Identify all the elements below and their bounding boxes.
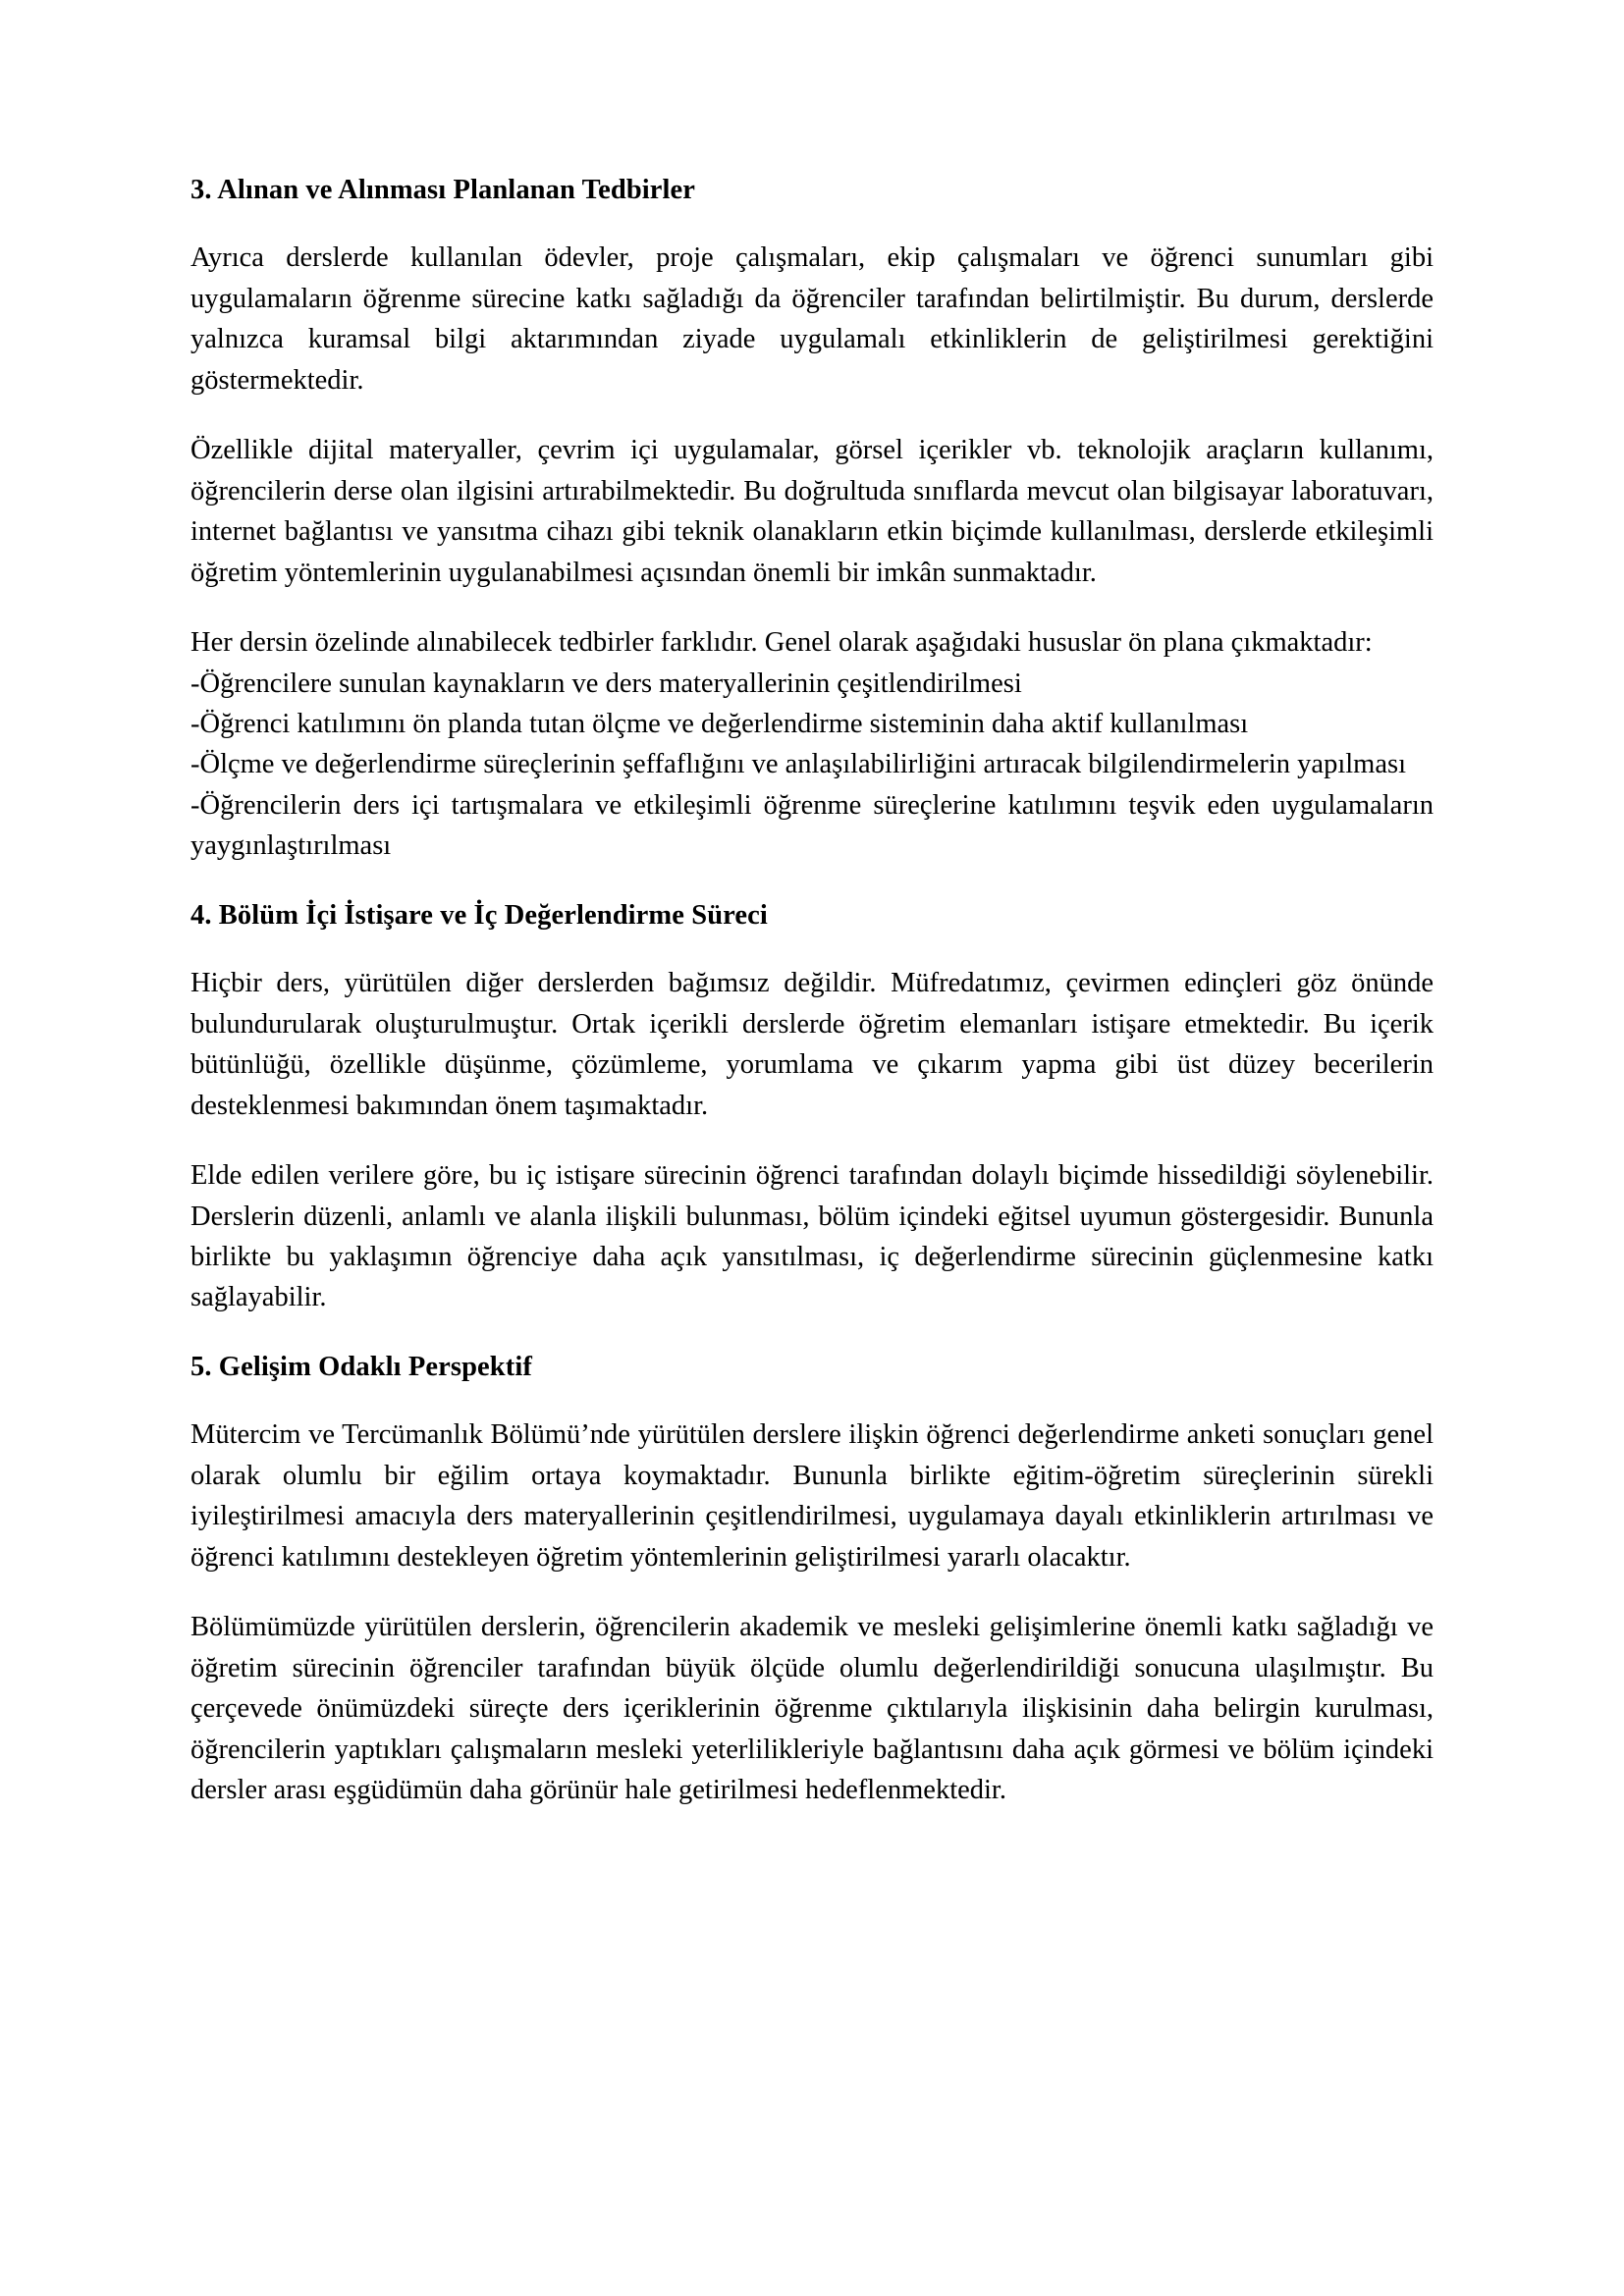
spacer <box>190 208 1434 238</box>
document-content <box>190 173 1434 1810</box>
spacer <box>190 1126 1434 1155</box>
section-heading-3: 3. Alınan ve Alınması Planlanan Tedbirler <box>190 175 696 205</box>
list-item: -Ölçme ve değerlendirme süreçlerinin şeffaflığını ve anlaşılabilirliğini artıracak bilgilendirmelerin yapılması <box>190 749 1406 780</box>
list-item: -Öğrenci katılımını ön planda tutan ölçme ve değerlendirme sisteminin daha aktif kullanılması <box>190 709 1249 739</box>
spacer <box>190 1577 1434 1607</box>
section-heading-5: 5. Gelişim Odaklı Perspektif <box>190 1351 532 1382</box>
paragraph: Mütercim ve Tercümanlık Bölümü’nde yürütülen derslere ilişkin öğrenci değerlendirme anketi sonuçları genel olarak olumlu bir eğilim ortaya koymaktadır. Bununla birlikte eğitim-öğretim süreçlerinin sürekli iyileştirilmesi amacıyla ders materyallerinin çeşitlendirilmesi, uygulamaya dayalı etkinliklerin artırılması ve öğrenci katılımını destekleyen öğretim yöntemlerinin geliştirilmesi yararlı olacaktır. <box>190 1419 1434 1573</box>
spacer <box>190 1385 1434 1415</box>
section-heading-4: 4. Bölüm İçi İstişare ve İç Değerlendirme Süreci <box>190 899 768 931</box>
paragraph: Özellikle dijital materyaller, çevrim içi uygulamalar, görsel içerikler vb. teknolojik araçların kullanımı, öğrencilerin derse olan ilgisini artırabilmektedir. Bu doğrultuda sınıflarda mevcut olan bilgisayar laboratuvarı, internet bağlantısı ve yansıtma cihazı gibi teknik olanakların etkin biçimde kullanılması, derslerde etkileşimli öğretim yöntemlerinin uygulanabilmesi açısından önemli bir imkân sunmaktadır. <box>190 435 1434 588</box>
spacer <box>190 400 1434 430</box>
paragraph: Elde edilen verilere göre, bu iç istişare sürecinin öğrenci tarafından dolaylı biçimde hissedildiği söylenebilir. Derslerin düzenli, anlamlı ve alanla ilişkili bulunması, bölüm içindeki eğitsel uyumun göstergesidir. Bununla birlikte bu yaklaşımın öğrenciye daha açık yansıtılması, iç değerlendirme sürecinin güçlenmesine katkı sağlayabilir. <box>190 1160 1434 1313</box>
spacer <box>190 934 1434 963</box>
paragraph: Her dersin özelinde alınabilecek tedbirler farklıdır. Genel olarak aşağıdaki hususlar ön plana çıkmaktadır: <box>190 627 1373 659</box>
spacer <box>190 867 1434 898</box>
paragraph: Hiçbir ders, yürütülen diğer derslerden bağımsız değildir. Müfredatımız, çevirmen edinçleri göz önünde bulundurularak oluşturulmuştur. Ortak içerikli derslerde öğretim elemanları istişare etmektedir. Bu içerik bütünlüğü, özellikle düşünme, çözümleme, yorumlama ve çıkarım yapma gibi üst düzey becerilerin desteklenmesi bakımından önem taşımaktadır. <box>190 968 1434 1121</box>
spacer <box>190 1318 1434 1350</box>
measures-list <box>190 664 1434 867</box>
list-item: -Öğrencilerin ders içi tartışmalara ve etkileşimli öğrenme süreçlerine katılımını teşvik eden uygulamaların yaygınlaştırılması <box>190 789 1434 862</box>
paragraph: Bölümümüzde yürütülen derslerin, öğrencilerin akademik ve mesleki gelişimlerine önemli katkı sağladığı ve öğretim sürecinin öğrenciler tarafından büyük ölçüde olumlu değerlendirildiği sonucuna ulaşılmıştır. Bu çerçevede önümüzdeki süreçte ders içeriklerinin öğrenme çıktılarıyla ilişkisinin daha belirgin kurulması, öğrencilerin yaptıkları çalışmaların mesleki yeterlilikleriyle bağlantısını daha açık görmesi ve bölüm içindeki dersler arası eşgüdümün daha görünür hale getirilmesi hedeflenmektedir. <box>190 1612 1434 1805</box>
spacer <box>190 593 1434 622</box>
paragraph: Ayrıca derslerde kullanılan ödevler, proje çalışmaları, ekip çalışmaları ve öğrenci sunumları gibi uygulamaların öğrenme sürecine katkı sağladığı da öğrenciler tarafından belirtilmiştir. Bu durum, derslerde yalnızca kuramsal bilgi aktarımından ziyade uygulamalı etkinliklerin de geliştirilmesi gerektiğini göstermektedir. <box>190 242 1434 396</box>
list-item: -Öğrencilere sunulan kaynakların ve ders materyallerinin çeşitlendirilmesi <box>190 667 1022 699</box>
